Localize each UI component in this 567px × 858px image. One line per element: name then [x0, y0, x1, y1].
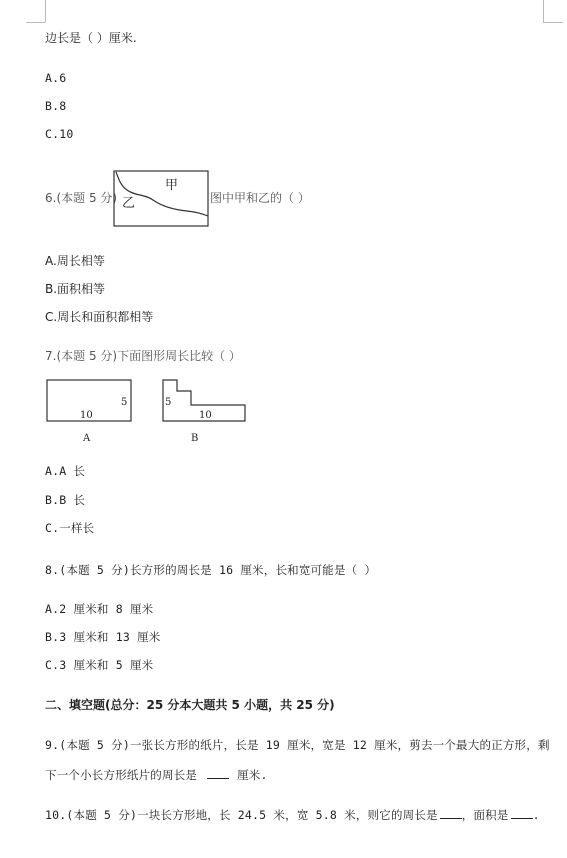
q9-line2: [45, 766, 268, 783]
page-corner-mark-top-right-h: [543, 22, 563, 23]
q6-option-b: B.面积相等: [45, 282, 106, 296]
q8-stem: 8.(本题 5 分)长方形的周长是 16 厘米，长和宽可能是（ ）: [45, 563, 377, 577]
q10-perimeter-blank[interactable]: [440, 806, 462, 819]
q7-figure-b-bottom: 10: [199, 410, 212, 421]
q10-area-blank[interactable]: [511, 806, 533, 819]
q5-option-a: A.6: [45, 71, 67, 85]
q6-label: 6.(本题 5 分): [45, 191, 118, 205]
q8-option-c: C.3 厘米和 5 厘米: [45, 658, 154, 672]
q8-option-b: B.3 厘米和 13 厘米: [45, 630, 161, 644]
q7-figure-a-caption: A: [83, 433, 91, 444]
section2-heading: 二、填空题(总分：25 分本大题共 5 小题，共 25 分): [45, 698, 335, 712]
q6-figure-jia: 甲: [165, 178, 179, 193]
q7-option-a: A.A 长: [45, 464, 86, 478]
page-corner-mark-top-left-h: [26, 22, 45, 23]
q7-option-c: C.一样长: [45, 521, 95, 535]
q6-option-a: A.周长相等: [45, 254, 105, 268]
q10-text-c: .: [532, 808, 540, 822]
q7-figure-a: [45, 378, 135, 446]
q6-option-c: C.周长和面积都相等: [45, 310, 154, 324]
q7-stem: 7.(本题 5 分)下面图形周长比较（ ）: [45, 349, 241, 363]
q6-figure: [113, 170, 211, 228]
q7-figure-a-side: 5: [121, 397, 128, 408]
q7-figure-b-side: 5: [165, 397, 172, 408]
q7-figure-b-caption: B: [191, 433, 199, 444]
page-corner-mark-top-right: [543, 0, 544, 22]
q7-figure-a-bottom: 10: [80, 410, 93, 421]
q6-figure-yi: 乙: [122, 196, 136, 211]
q10-text-a: 10.(本题 5 分)一块长方形地，长 24.5 米，宽 5.8 米，则它的周长是: [45, 808, 438, 822]
q7-option-b: B.B 长: [45, 493, 86, 507]
q9-answer-blank[interactable]: [207, 766, 229, 779]
q10-line: [45, 806, 540, 823]
q5-stem-tail: 边长是（ ）厘米.: [45, 31, 137, 45]
q9-line1: 9.(本题 5 分)一张长方形的纸片，长是 19 厘米，宽是 12 厘米，剪去一个最大的正方形，剩: [45, 738, 550, 752]
q7-figure-b: [160, 378, 252, 446]
q8-option-a: A.2 厘米和 8 厘米: [45, 602, 154, 616]
q9-line2-text-b: 厘米.: [237, 768, 268, 782]
q6-stem: 图中甲和乙的（ ）: [210, 191, 310, 205]
q10-text-b: ，面积是: [461, 808, 509, 822]
q9-line2-text-a: 下一个小长方形纸片的周长是: [45, 768, 198, 782]
q5-option-c: C.10: [45, 127, 74, 141]
q5-option-b: B.8: [45, 99, 67, 113]
page-corner-mark-top-left: [45, 0, 46, 22]
